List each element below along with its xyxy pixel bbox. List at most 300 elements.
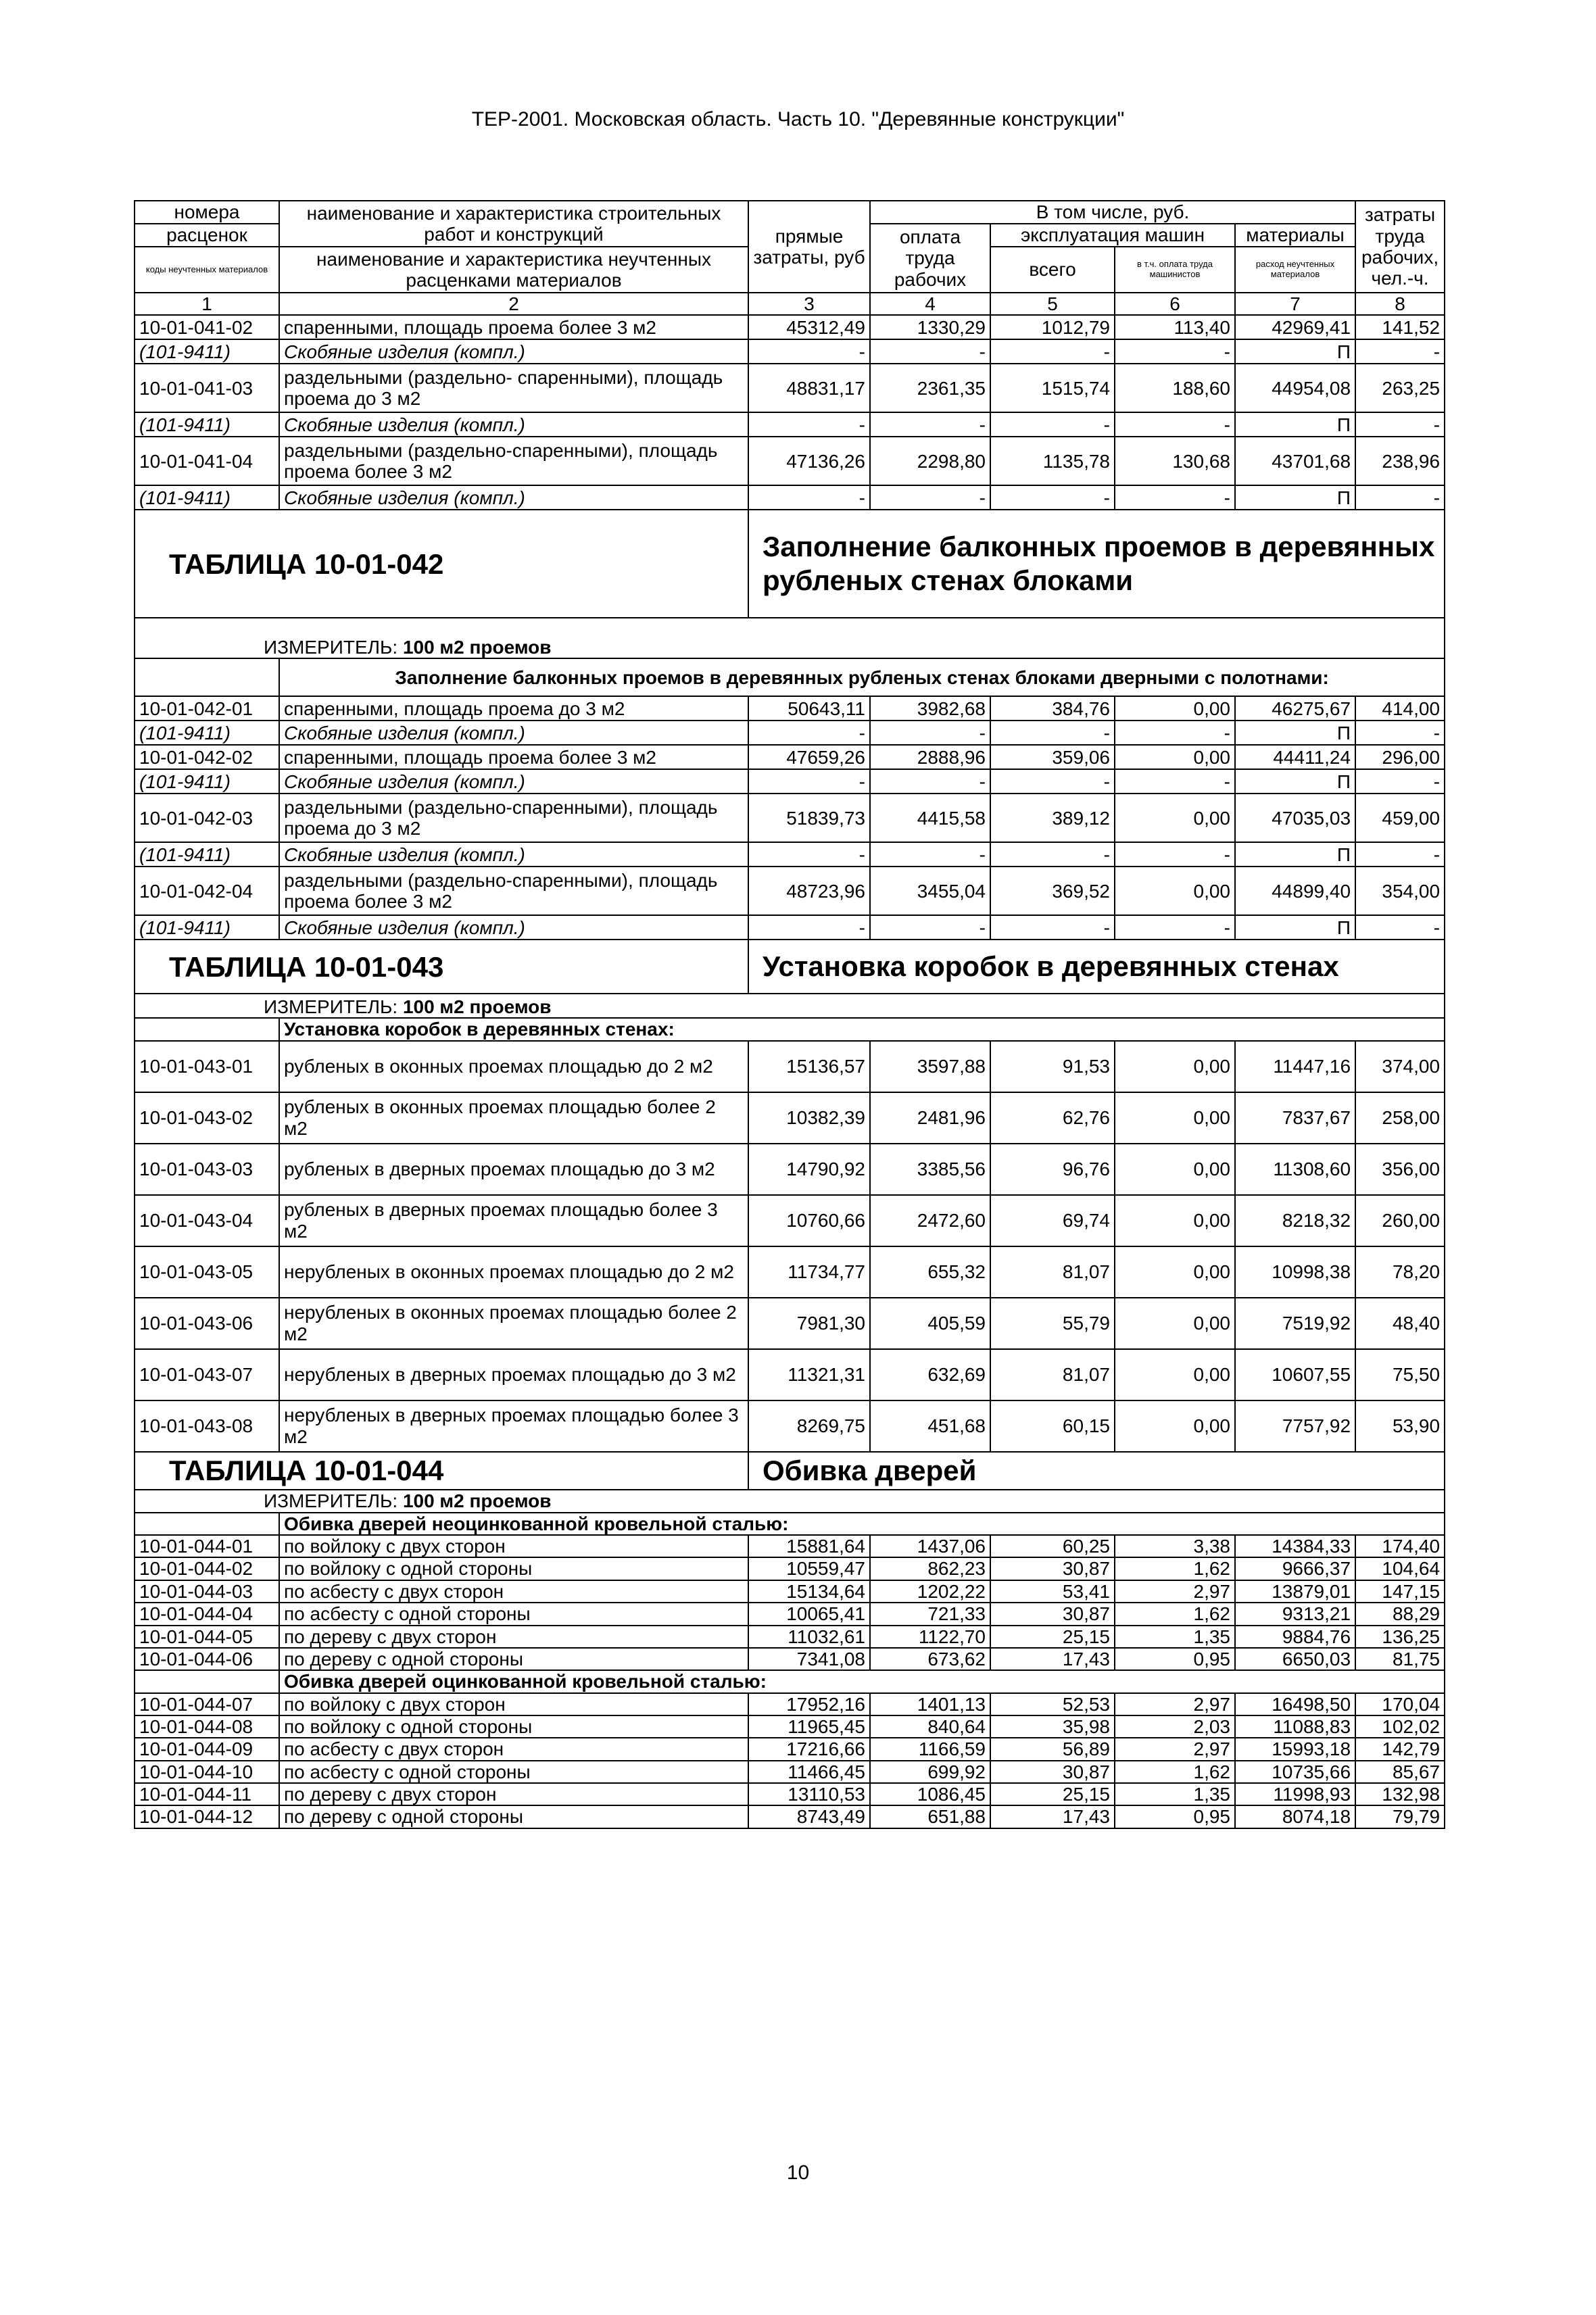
- rate-value: 47659,26: [748, 745, 870, 769]
- rate-name: рубленых в оконных проемах площадью более 2 м2: [279, 1092, 748, 1144]
- rate-value: 1401,13: [870, 1693, 990, 1715]
- rate-value: 85,67: [1355, 1761, 1445, 1783]
- rate-value: 78,20: [1355, 1246, 1445, 1298]
- rate-name: по дереву с одной стороны: [279, 1805, 748, 1828]
- measure-prefix: ИЗМЕРИТЕЛЬ:: [264, 1490, 403, 1512]
- rate-name: по войлоку с двух сторон: [279, 1535, 748, 1557]
- table-row: [135, 1349, 1445, 1400]
- rate-value: 30,87: [990, 1761, 1115, 1783]
- measure-row: [135, 994, 1445, 1018]
- column-number: 2: [279, 293, 748, 315]
- rate-code: 10-01-044-01: [135, 1535, 279, 1557]
- rate-value: 699,92: [870, 1761, 990, 1783]
- rate-value: 258,00: [1355, 1092, 1445, 1144]
- rate-value: 25,15: [990, 1783, 1115, 1805]
- rate-code: 10-01-042-03: [135, 794, 279, 842]
- rate-value: 10760,66: [748, 1195, 870, 1246]
- table-row: [135, 1603, 1445, 1625]
- col-header-vtom: В том числе, руб.: [870, 201, 1355, 224]
- column-number: 8: [1355, 293, 1445, 315]
- rate-code: 10-01-043-01: [135, 1041, 279, 1092]
- table-row: [135, 315, 1445, 339]
- rate-value: 102,02: [1355, 1715, 1445, 1738]
- rate-value: 25,15: [990, 1626, 1115, 1648]
- rate-value: 15134,64: [748, 1580, 870, 1603]
- material-name: Скобяные изделия (компл.): [279, 915, 748, 940]
- table-row: [135, 794, 1445, 842]
- material-value: -: [990, 412, 1115, 437]
- measure-value: 100 м2 проемов: [402, 996, 552, 1017]
- material-value: -: [1355, 721, 1445, 745]
- rate-code: 10-01-044-12: [135, 1805, 279, 1828]
- rate-name: по дереву с одной стороны: [279, 1648, 748, 1670]
- rate-value: 11734,77: [748, 1246, 870, 1298]
- col-header-vtch: в т.ч. оплата труда машинистов: [1115, 247, 1235, 293]
- rate-value: 15993,18: [1235, 1738, 1355, 1760]
- rate-value: 0,00: [1115, 867, 1235, 915]
- rate-code: 10-01-044-09: [135, 1738, 279, 1760]
- rate-value: 17,43: [990, 1805, 1115, 1828]
- rate-value: 9666,37: [1235, 1557, 1355, 1580]
- col-header-zatraty: затраты труда рабочих, чел.-ч.: [1355, 201, 1445, 293]
- rate-value: 0,00: [1115, 1144, 1235, 1195]
- table-row: [135, 1805, 1445, 1828]
- table-row: [135, 1041, 1445, 1092]
- rate-value: 45312,49: [748, 315, 870, 339]
- rate-value: 17216,66: [748, 1738, 870, 1760]
- rate-value: 50643,11: [748, 696, 870, 721]
- table-row: [135, 1693, 1445, 1715]
- rate-value: 260,00: [1355, 1195, 1445, 1246]
- rate-name: нерубленых в дверных проемах площадью до 3 м2: [279, 1349, 748, 1400]
- rate-code: 10-01-043-03: [135, 1144, 279, 1195]
- rate-name: по асбесту с одной стороны: [279, 1761, 748, 1783]
- material-value: -: [990, 769, 1115, 794]
- table-row: [135, 1715, 1445, 1738]
- material-value: -: [748, 485, 870, 510]
- rate-value: 296,00: [1355, 745, 1445, 769]
- rate-value: 4415,58: [870, 794, 990, 842]
- col-header-vsego: всего: [990, 247, 1115, 293]
- measure-cell: [135, 994, 1445, 1018]
- column-number: 7: [1235, 293, 1355, 315]
- column-number: 6: [1115, 293, 1235, 315]
- rate-value: 11466,45: [748, 1761, 870, 1783]
- measure-value: 100 м2 проемов: [402, 1490, 552, 1512]
- table-row: [135, 1144, 1445, 1195]
- rate-value: 1,62: [1115, 1761, 1235, 1783]
- rate-value: 113,40: [1115, 315, 1235, 339]
- rate-value: 30,87: [990, 1603, 1115, 1625]
- rate-value: 43701,68: [1235, 437, 1355, 485]
- material-name: Скобяные изделия (компл.): [279, 769, 748, 794]
- rate-name: рубленых в оконных проемах площадью до 2 м2: [279, 1041, 748, 1092]
- rate-code: 10-01-044-10: [135, 1761, 279, 1783]
- table-row: [135, 1738, 1445, 1760]
- material-value: -: [748, 915, 870, 940]
- material-code: (101-9411): [135, 842, 279, 867]
- material-value: -: [1355, 412, 1445, 437]
- rate-value: 10998,38: [1235, 1246, 1355, 1298]
- table-row: [135, 1761, 1445, 1783]
- rate-name: спаренными, площадь проема более 3 м2: [279, 315, 748, 339]
- rate-value: 9313,21: [1235, 1603, 1355, 1625]
- rate-value: 2888,96: [870, 745, 990, 769]
- rate-value: 0,00: [1115, 745, 1235, 769]
- table-label: ТАБЛИЦА 10-01-044: [169, 1455, 444, 1487]
- rate-value: 47035,03: [1235, 794, 1355, 842]
- rate-name: нерубленых в дверных проемах площадью более 3 м2: [279, 1400, 748, 1452]
- rate-value: 7981,30: [748, 1298, 870, 1349]
- material-row: [135, 339, 1445, 364]
- material-value: -: [1115, 842, 1235, 867]
- material-value: -: [1115, 721, 1235, 745]
- section-title: Заполнение балконных проемов в деревянных рубленых стенах блоками дверными с полотнами:: [279, 658, 1445, 696]
- rate-value: 10559,47: [748, 1557, 870, 1580]
- rate-value: 81,07: [990, 1349, 1115, 1400]
- material-name: Скобяные изделия (компл.): [279, 842, 748, 867]
- table-row: [135, 1298, 1445, 1349]
- section-row: [135, 1018, 1445, 1040]
- rate-value: 10065,41: [748, 1603, 870, 1625]
- rate-value: 9884,76: [1235, 1626, 1355, 1648]
- rate-name: по асбесту с двух сторон: [279, 1580, 748, 1603]
- page-header: ТЕР-2001. Московская область. Часть 10. "Деревянные конструкции": [471, 108, 1125, 130]
- section-title: Установка коробок в деревянных стенах:: [279, 1018, 1445, 1040]
- rate-value: 7757,92: [1235, 1400, 1355, 1452]
- material-code: (101-9411): [135, 412, 279, 437]
- rate-value: 374,00: [1355, 1041, 1445, 1092]
- rate-value: 16498,50: [1235, 1693, 1355, 1715]
- rate-code: 10-01-043-08: [135, 1400, 279, 1452]
- rate-code: 10-01-042-04: [135, 867, 279, 915]
- rate-value: 56,89: [990, 1738, 1115, 1760]
- rate-value: 414,00: [1355, 696, 1445, 721]
- material-value: -: [1115, 412, 1235, 437]
- rate-value: 1515,74: [990, 364, 1115, 412]
- rate-value: 51839,73: [748, 794, 870, 842]
- material-value: П: [1235, 412, 1355, 437]
- rate-code: 10-01-044-11: [135, 1783, 279, 1805]
- rate-value: 170,04: [1355, 1693, 1445, 1715]
- rate-value: 0,00: [1115, 794, 1235, 842]
- column-number: 1: [135, 293, 279, 315]
- table-row: [135, 1092, 1445, 1144]
- material-code: (101-9411): [135, 769, 279, 794]
- rate-value: 1086,45: [870, 1783, 990, 1805]
- col-header-rashod: расход неучтенных материалов: [1235, 247, 1355, 293]
- measure-prefix: ИЗМЕРИТЕЛЬ:: [264, 637, 403, 658]
- column-number: 3: [748, 293, 870, 315]
- section-title: Обивка дверей оцинкованной кровельной сталью:: [279, 1670, 1445, 1692]
- rate-value: 10607,55: [1235, 1349, 1355, 1400]
- material-value: -: [748, 721, 870, 745]
- rate-value: 8074,18: [1235, 1805, 1355, 1828]
- material-name: Скобяные изделия (компл.): [279, 721, 748, 745]
- material-value: П: [1235, 485, 1355, 510]
- rate-value: 2,97: [1115, 1693, 1235, 1715]
- rate-name: нерубленых в оконных проемах площадью более 2 м2: [279, 1298, 748, 1349]
- rate-value: 75,50: [1355, 1349, 1445, 1400]
- material-value: -: [990, 842, 1115, 867]
- rate-value: 7341,08: [748, 1648, 870, 1670]
- rate-value: 10735,66: [1235, 1761, 1355, 1783]
- page-number: 10: [786, 2162, 810, 2184]
- rate-value: 8218,32: [1235, 1195, 1355, 1246]
- rate-value: 11998,93: [1235, 1783, 1355, 1805]
- table-banner: [135, 1452, 1445, 1490]
- material-value: -: [870, 485, 990, 510]
- rate-value: 632,69: [870, 1349, 990, 1400]
- rate-value: 2298,80: [870, 437, 990, 485]
- rate-value: 188,60: [1115, 364, 1235, 412]
- rate-value: 0,00: [1115, 1041, 1235, 1092]
- rate-value: 356,00: [1355, 1144, 1445, 1195]
- rate-value: 1122,70: [870, 1626, 990, 1648]
- rate-value: 17,43: [990, 1648, 1115, 1670]
- rate-value: 0,00: [1115, 1349, 1235, 1400]
- rate-value: 1,35: [1115, 1626, 1235, 1648]
- material-value: П: [1235, 339, 1355, 364]
- rate-value: 15881,64: [748, 1535, 870, 1557]
- rate-value: 13110,53: [748, 1783, 870, 1805]
- material-row: [135, 412, 1445, 437]
- material-code: (101-9411): [135, 915, 279, 940]
- rate-value: 1,35: [1115, 1783, 1235, 1805]
- column-number: 5: [990, 293, 1115, 315]
- rate-value: 81,75: [1355, 1648, 1445, 1670]
- rate-value: 11965,45: [748, 1715, 870, 1738]
- rate-value: 44411,24: [1235, 745, 1355, 769]
- rate-value: 13879,01: [1235, 1580, 1355, 1603]
- table-label-cell: [135, 510, 748, 618]
- table-row: [135, 1648, 1445, 1670]
- table-row: [135, 437, 1445, 485]
- section-row: [135, 1670, 1445, 1692]
- rate-name: по асбесту с двух сторон: [279, 1738, 748, 1760]
- rate-value: 47136,26: [748, 437, 870, 485]
- rate-value: 14790,92: [748, 1144, 870, 1195]
- rate-code: 10-01-043-05: [135, 1246, 279, 1298]
- rate-name: нерубленых в оконных проемах площадью до 2 м2: [279, 1246, 748, 1298]
- material-value: -: [1355, 485, 1445, 510]
- material-value: -: [870, 769, 990, 794]
- rate-name: по дереву с двух сторон: [279, 1626, 748, 1648]
- rate-value: 15136,57: [748, 1041, 870, 1092]
- rate-code: 10-01-043-06: [135, 1298, 279, 1349]
- material-row: [135, 769, 1445, 794]
- rate-code: 10-01-044-07: [135, 1693, 279, 1715]
- material-value: П: [1235, 721, 1355, 745]
- rate-value: 2472,60: [870, 1195, 990, 1246]
- material-value: -: [990, 721, 1115, 745]
- material-value: -: [870, 721, 990, 745]
- material-value: -: [748, 339, 870, 364]
- rate-value: 0,00: [1115, 1400, 1235, 1452]
- rate-code: 10-01-043-02: [135, 1092, 279, 1144]
- table-row: [135, 696, 1445, 721]
- col-header-oplata: оплата труда рабочих: [870, 224, 990, 293]
- rate-value: 0,00: [1115, 696, 1235, 721]
- col-header-name-1: наименование и характеристика строительных работ и конструкций: [279, 201, 748, 247]
- rate-value: 0,00: [1115, 1195, 1235, 1246]
- rate-value: 0,95: [1115, 1805, 1235, 1828]
- rate-value: 142,79: [1355, 1738, 1445, 1760]
- material-code: (101-9411): [135, 339, 279, 364]
- section-blank: [135, 1513, 279, 1535]
- rate-value: 53,90: [1355, 1400, 1445, 1452]
- material-value: -: [1115, 339, 1235, 364]
- rate-name: раздельными (раздельно-спаренными), площадь проема до 3 м2: [279, 794, 748, 842]
- rate-value: 52,53: [990, 1693, 1115, 1715]
- rate-value: 96,76: [990, 1144, 1115, 1195]
- rate-code: 10-01-043-04: [135, 1195, 279, 1246]
- section-blank: [135, 658, 279, 696]
- rate-value: 263,25: [1355, 364, 1445, 412]
- rate-value: 1330,29: [870, 315, 990, 339]
- table-row: [135, 1400, 1445, 1452]
- rate-value: 384,76: [990, 696, 1115, 721]
- material-row: [135, 485, 1445, 510]
- rate-value: 0,00: [1115, 1298, 1235, 1349]
- material-name: Скобяные изделия (компл.): [279, 412, 748, 437]
- material-value: -: [870, 412, 990, 437]
- rate-code: 10-01-044-03: [135, 1580, 279, 1603]
- section-title: Обивка дверей неоцинкованной кровельной сталью:: [279, 1513, 1445, 1535]
- table-title-cell: [748, 510, 1445, 618]
- material-name: Скобяные изделия (компл.): [279, 339, 748, 364]
- rate-value: 651,88: [870, 1805, 990, 1828]
- rate-value: 48831,17: [748, 364, 870, 412]
- material-value: -: [748, 412, 870, 437]
- material-value: -: [870, 915, 990, 940]
- col-header-rascenok: расценок: [135, 224, 279, 247]
- table-row: [135, 1580, 1445, 1603]
- table-label-cell: [135, 1452, 748, 1490]
- rate-value: 48,40: [1355, 1298, 1445, 1349]
- rate-name: раздельными (раздельно- спаренными), площадь проема до 3 м2: [279, 364, 748, 412]
- rates-table: [134, 200, 1445, 1829]
- rate-value: 147,15: [1355, 1580, 1445, 1603]
- section-blank: [135, 1670, 279, 1692]
- material-value: -: [870, 339, 990, 364]
- table-title: Установка коробок в деревянных стенах: [763, 950, 1339, 983]
- material-row: [135, 915, 1445, 940]
- rate-value: 8743,49: [748, 1805, 870, 1828]
- material-value: -: [1355, 842, 1445, 867]
- rate-name: рубленых в дверных проемах площадью более 3 м2: [279, 1195, 748, 1246]
- rate-value: 53,41: [990, 1580, 1115, 1603]
- rate-value: 11032,61: [748, 1626, 870, 1648]
- rate-name: по дереву с двух сторон: [279, 1783, 748, 1805]
- rate-name: спаренными, площадь проема до 3 м2: [279, 696, 748, 721]
- col-header-name-2: наименование и характеристика неучтенных расценками материалов: [279, 247, 748, 293]
- rate-value: 14384,33: [1235, 1535, 1355, 1557]
- rate-name: раздельными (раздельно-спаренными), площадь проема более 3 м2: [279, 867, 748, 915]
- material-value: -: [990, 485, 1115, 510]
- material-value: П: [1235, 842, 1355, 867]
- rate-code: 10-01-044-04: [135, 1603, 279, 1625]
- rate-value: 840,64: [870, 1715, 990, 1738]
- col-header-ekspl: эксплуатация машин: [990, 224, 1235, 247]
- rate-value: 1,62: [1115, 1557, 1235, 1580]
- material-value: -: [870, 842, 990, 867]
- rate-value: 1135,78: [990, 437, 1115, 485]
- col-header-materialy: материалы: [1235, 224, 1355, 247]
- section-blank: [135, 1018, 279, 1040]
- rate-value: 11308,60: [1235, 1144, 1355, 1195]
- rate-value: 174,40: [1355, 1535, 1445, 1557]
- table-label: ТАБЛИЦА 10-01-042: [169, 547, 444, 580]
- rate-value: 91,53: [990, 1041, 1115, 1092]
- rate-value: 130,68: [1115, 437, 1235, 485]
- material-row: [135, 842, 1445, 867]
- rate-value: 3455,04: [870, 867, 990, 915]
- col-header-nomera: номера: [135, 201, 279, 224]
- table-title: Обивка дверей: [763, 1454, 977, 1486]
- rate-name: по войлоку с одной стороны: [279, 1715, 748, 1738]
- rate-value: 0,00: [1115, 1092, 1235, 1144]
- rate-value: 2361,35: [870, 364, 990, 412]
- rate-value: 2481,96: [870, 1092, 990, 1144]
- rate-code: 10-01-044-08: [135, 1715, 279, 1738]
- rate-value: 104,64: [1355, 1557, 1445, 1580]
- table-row: [135, 1246, 1445, 1298]
- rate-code: 10-01-043-07: [135, 1349, 279, 1400]
- material-value: -: [990, 915, 1115, 940]
- table-row: [135, 745, 1445, 769]
- rate-code: 10-01-044-05: [135, 1626, 279, 1648]
- table-label: ТАБЛИЦА 10-01-043: [169, 950, 444, 983]
- rate-code: 10-01-041-04: [135, 437, 279, 485]
- rate-value: 3982,68: [870, 696, 990, 721]
- table-row: [135, 1626, 1445, 1648]
- table-banner: [135, 510, 1445, 618]
- measure-row: [135, 618, 1445, 658]
- col-header-pryamye: прямые затраты, руб: [748, 201, 870, 293]
- measure-cell: [135, 618, 1445, 658]
- material-value: -: [990, 339, 1115, 364]
- rate-value: 1012,79: [990, 315, 1115, 339]
- rate-value: 1,62: [1115, 1603, 1235, 1625]
- rate-code: 10-01-041-02: [135, 315, 279, 339]
- material-value: -: [1115, 485, 1235, 510]
- rate-value: 3,38: [1115, 1535, 1235, 1557]
- rate-value: 7837,67: [1235, 1092, 1355, 1144]
- rate-value: 1166,59: [870, 1738, 990, 1760]
- rate-value: 44954,08: [1235, 364, 1355, 412]
- rate-name: по асбесту с одной стороны: [279, 1603, 748, 1625]
- rate-value: 79,79: [1355, 1805, 1445, 1828]
- rate-value: 42969,41: [1235, 315, 1355, 339]
- rate-value: 141,52: [1355, 315, 1445, 339]
- rate-value: 81,07: [990, 1246, 1115, 1298]
- rate-value: 35,98: [990, 1715, 1115, 1738]
- rate-name: рубленых в дверных проемах площадью до 3 м2: [279, 1144, 748, 1195]
- material-row: [135, 721, 1445, 745]
- rate-value: 3597,88: [870, 1041, 990, 1092]
- rate-value: 60,25: [990, 1535, 1115, 1557]
- rate-value: 369,52: [990, 867, 1115, 915]
- table-title-cell: [748, 1452, 1445, 1490]
- material-value: П: [1235, 769, 1355, 794]
- rate-value: 69,74: [990, 1195, 1115, 1246]
- rate-value: 0,95: [1115, 1648, 1235, 1670]
- rate-value: 44899,40: [1235, 867, 1355, 915]
- rate-name: спаренными, площадь проема более 3 м2: [279, 745, 748, 769]
- material-value: -: [1355, 769, 1445, 794]
- material-value: -: [1115, 915, 1235, 940]
